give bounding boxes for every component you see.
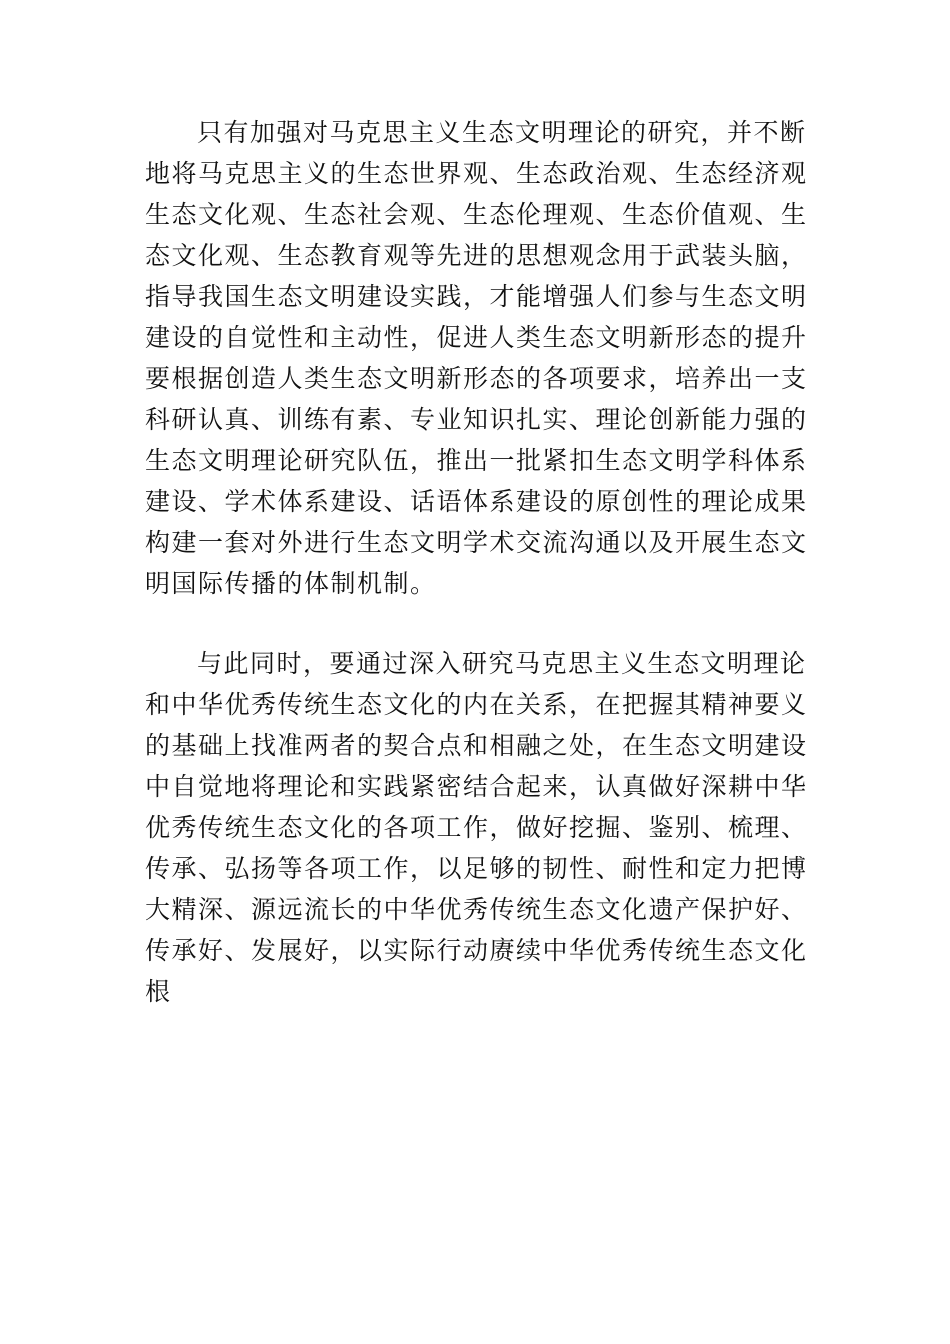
paragraph-line: 中自觉地将理论和实践紧密结合起来，认真做好深耕中华 bbox=[145, 772, 808, 801]
paragraph-2 bbox=[145, 643, 810, 1012]
paragraph-line: 构建一套对外进行生态文明学术交流沟通以及开展生态文 bbox=[145, 528, 808, 557]
paragraph-line: 优秀传统生态文化的各项工作，做好挖掘、鉴别、梳理、 bbox=[145, 813, 808, 842]
paragraph-line: 要根据创造人类生态文明新形态的各项要求，培养出一支 bbox=[145, 364, 808, 393]
paragraph-line: 指导我国生态文明建设实践，才能增强人们参与生态文明 bbox=[145, 282, 808, 311]
paragraph-1 bbox=[145, 112, 810, 604]
paragraph-line: 和中华优秀传统生态文化的内在关系，在把握其精神要义 bbox=[145, 690, 808, 719]
paragraph-line: 地将马克思主义的生态世界观、生态政治观、生态经济观 bbox=[145, 159, 808, 188]
paragraph-line: 根 bbox=[145, 977, 172, 1006]
paragraph-line: 与此同时，要通过深入研究马克思主义生态文明理论 bbox=[197, 649, 807, 678]
paragraph-line: 大精深、源远流长的中华优秀传统生态文化遗产保护好、 bbox=[145, 895, 808, 924]
paragraph-line: 生态文明理论研究队伍，推出一批紧扣生态文明学科体系 bbox=[145, 446, 808, 475]
paragraph-line: 明国际传播的体制机制。 bbox=[145, 569, 437, 598]
paragraph-line: 传承好、发展好，以实际行动赓续中华优秀传统生态文化 bbox=[145, 936, 808, 965]
paragraph-line: 传承、弘扬等各项工作，以足够的韧性、耐性和定力把博 bbox=[145, 854, 808, 883]
paragraph-line: 生态文化观、生态社会观、生态伦理观、生态价值观、生 bbox=[145, 200, 808, 229]
paragraph-line: 的基础上找准两者的契合点和相融之处，在生态文明建设 bbox=[145, 731, 808, 760]
paragraph-line: 只有加强对马克思主义生态文明理论的研究，并不断 bbox=[197, 118, 807, 147]
paragraph-line: 建设的自觉性和主动性，促进人类生态文明新形态的提升 bbox=[145, 323, 808, 352]
paragraph-line: 态文化观、生态教育观等先进的思想观念用于武装头脑， bbox=[145, 241, 808, 270]
paragraph-line: 科研认真、训练有素、专业知识扎实、理论创新能力强的 bbox=[145, 405, 808, 434]
paragraph-line: 建设、学术体系建设、话语体系建设的原创性的理论成果 bbox=[145, 487, 808, 516]
